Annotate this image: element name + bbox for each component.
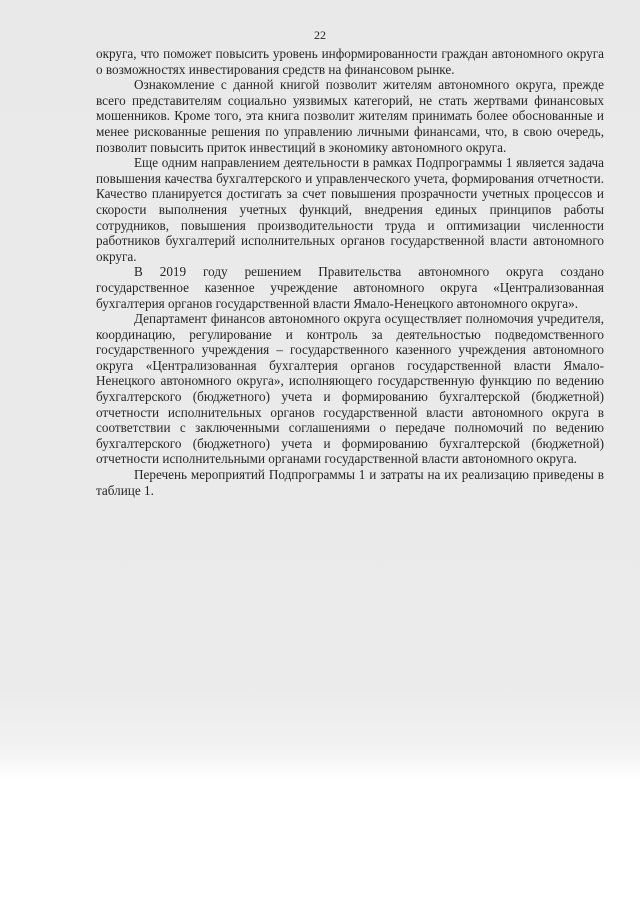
paragraph-institution-created: В 2019 году решением Правительства автономного округа создано государственное казенное учреждение автономного округа «Централизованная бухгалтерия органов государственной власти Ямало-Ненецкого автономного округа».: [96, 264, 604, 311]
document-body: [96, 46, 604, 498]
paragraph-continuation: округа, что поможет повысить уровень информированности граждан автономного округа о возможностях инвестирования средств на финансовом рынке.: [96, 46, 604, 77]
paragraph-book-benefits: Ознакомление с данной книгой позволит жителям автономного округа, прежде всего представителям социально уязвимых категорий, не стать жертвами финансовых мошенников. Кроме того, эта книга позволит жителям принимать более обоснованные и менее рискованные решения по управлению личными финансами, что, в свою очередь, позволит повысить приток инвестиций в экономику автономного округа.: [96, 77, 604, 155]
paragraph-finance-department: Департамент финансов автономного округа осуществляет полномочия учредителя, координацию, регулирование и контроль за деятельностью подведомственного государственного учреждения – государственного казенного учреждения автономного округа «Централизованная бухгалтерия органов государственной власти Ямало-Ненецкого автономного округа», исполняющего государственную функцию по ведению бухгалтерского (бюджетного) учета и формированию бухгалтерской (бюджетной) отчетности исполнительных органов государственной власти автономного округа в соответствии с заключенными соглашениями о передаче полномочий по ведению бухгалтерского (бюджетного) учета и формированию бухгалтерской (бюджетной) отчетности исполнительными органами государственной власти автономного округа.: [96, 311, 604, 467]
paragraph-table-reference: Перечень мероприятий Подпрограммы 1 и затраты на их реализацию приведены в таблице 1.: [96, 467, 604, 498]
page-number: 22: [314, 28, 326, 42]
paragraph-accounting-quality: Еще одним направлением деятельности в рамках Подпрограммы 1 является задача повышения качества бухгалтерского и управленческого учета, формирования отчетности. Качество планируется достигать за счет повышения прозрачности учетных процессов и скорости выполнения учетных функций, внедрения единых принципов работы сотрудников, повышения производительности труда и оптимизации численности работников бухгалтерий исполнительных органов государственной власти автономного округа.: [96, 155, 604, 264]
